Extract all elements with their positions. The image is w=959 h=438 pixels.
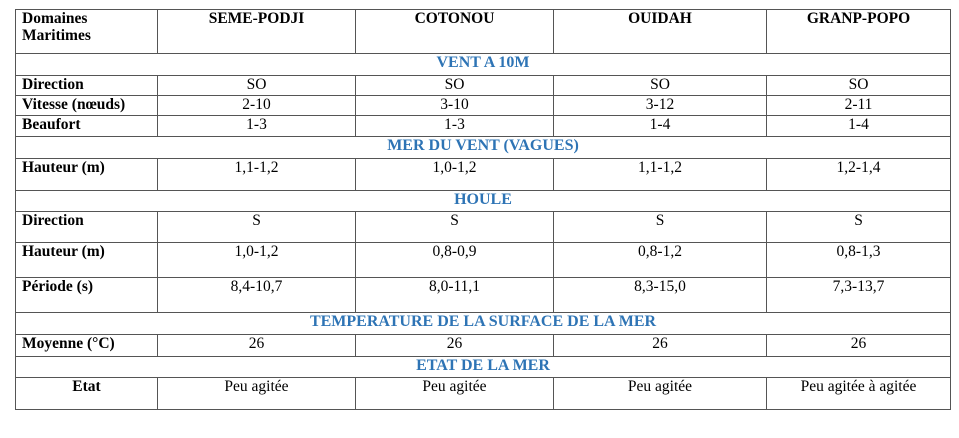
cell-value: 1,1-1,2 — [158, 159, 356, 191]
cell-value: 3-10 — [356, 96, 554, 116]
section-temperature: TEMPERATURE DE LA SURFACE DE LA MER — [16, 313, 951, 335]
cell-value: 1-4 — [554, 116, 767, 137]
cell-value: 1,0-1,2 — [158, 243, 356, 278]
row-label: Période (s) — [16, 278, 158, 313]
cell-value: S — [767, 212, 951, 243]
section-houle: HOULE — [16, 191, 951, 212]
cell-value: 1-4 — [767, 116, 951, 137]
cell-value: 1,1-1,2 — [554, 159, 767, 191]
header-cotonou: COTONOU — [356, 10, 554, 54]
row-label: Etat — [16, 378, 158, 410]
header-grand-popo: GRANP-POPO — [767, 10, 951, 54]
cell-value: Peu agitée — [554, 378, 767, 410]
cell-value: S — [356, 212, 554, 243]
cell-value: Peu agitée à agitée — [767, 378, 951, 410]
section-mer-du-vent: MER DU VENT (VAGUES) — [16, 137, 951, 159]
cell-value: 0,8-1,2 — [554, 243, 767, 278]
cell-value: 2-10 — [158, 96, 356, 116]
row-label: Hauteur (m) — [16, 159, 158, 191]
cell-value: 1,0-1,2 — [356, 159, 554, 191]
cell-value: 3-12 — [554, 96, 767, 116]
row-label: Vitesse (nœuds) — [16, 96, 158, 116]
row-houle-periode — [16, 278, 951, 313]
cell-value: SO — [356, 76, 554, 96]
row-etat — [16, 378, 951, 410]
cell-value: 26 — [158, 335, 356, 357]
cell-value: 1-3 — [158, 116, 356, 137]
cell-value: 8,0-11,1 — [356, 278, 554, 313]
row-houle-hauteur — [16, 243, 951, 278]
cell-value: SO — [767, 76, 951, 96]
header-ouidah: OUIDAH — [554, 10, 767, 54]
cell-value: 26 — [554, 335, 767, 357]
row-label: Moyenne (°C) — [16, 335, 158, 357]
cell-value: S — [554, 212, 767, 243]
header-seme-podji: SEME-PODJI — [158, 10, 356, 54]
cell-value: 8,3-15,0 — [554, 278, 767, 313]
cell-value: 26 — [356, 335, 554, 357]
marine-forecast-table — [15, 9, 951, 410]
cell-value: SO — [554, 76, 767, 96]
cell-value: 7,3-13,7 — [767, 278, 951, 313]
row-label: Beaufort — [16, 116, 158, 137]
header-domaines: Domaines Maritimes — [16, 10, 158, 54]
cell-value: 8,4-10,7 — [158, 278, 356, 313]
header-row — [16, 10, 951, 54]
cell-value: 0,8-0,9 — [356, 243, 554, 278]
section-etat: ETAT DE LA MER — [16, 357, 951, 378]
cell-value: 26 — [767, 335, 951, 357]
cell-value: 1-3 — [356, 116, 554, 137]
cell-value: SO — [158, 76, 356, 96]
cell-value: S — [158, 212, 356, 243]
row-vent-vitesse — [16, 96, 951, 116]
cell-value: 1,2-1,4 — [767, 159, 951, 191]
cell-value: Peu agitée — [356, 378, 554, 410]
row-houle-direction — [16, 212, 951, 243]
section-vent: VENT A 10M — [16, 54, 951, 76]
cell-value: Peu agitée — [158, 378, 356, 410]
cell-value: 0,8-1,3 — [767, 243, 951, 278]
row-label: Direction — [16, 76, 158, 96]
row-temperature-moyenne — [16, 335, 951, 357]
cell-value: 2-11 — [767, 96, 951, 116]
row-label: Direction — [16, 212, 158, 243]
row-vent-beaufort — [16, 116, 951, 137]
row-label: Hauteur (m) — [16, 243, 158, 278]
row-vent-direction — [16, 76, 951, 96]
row-mer-hauteur — [16, 159, 951, 191]
